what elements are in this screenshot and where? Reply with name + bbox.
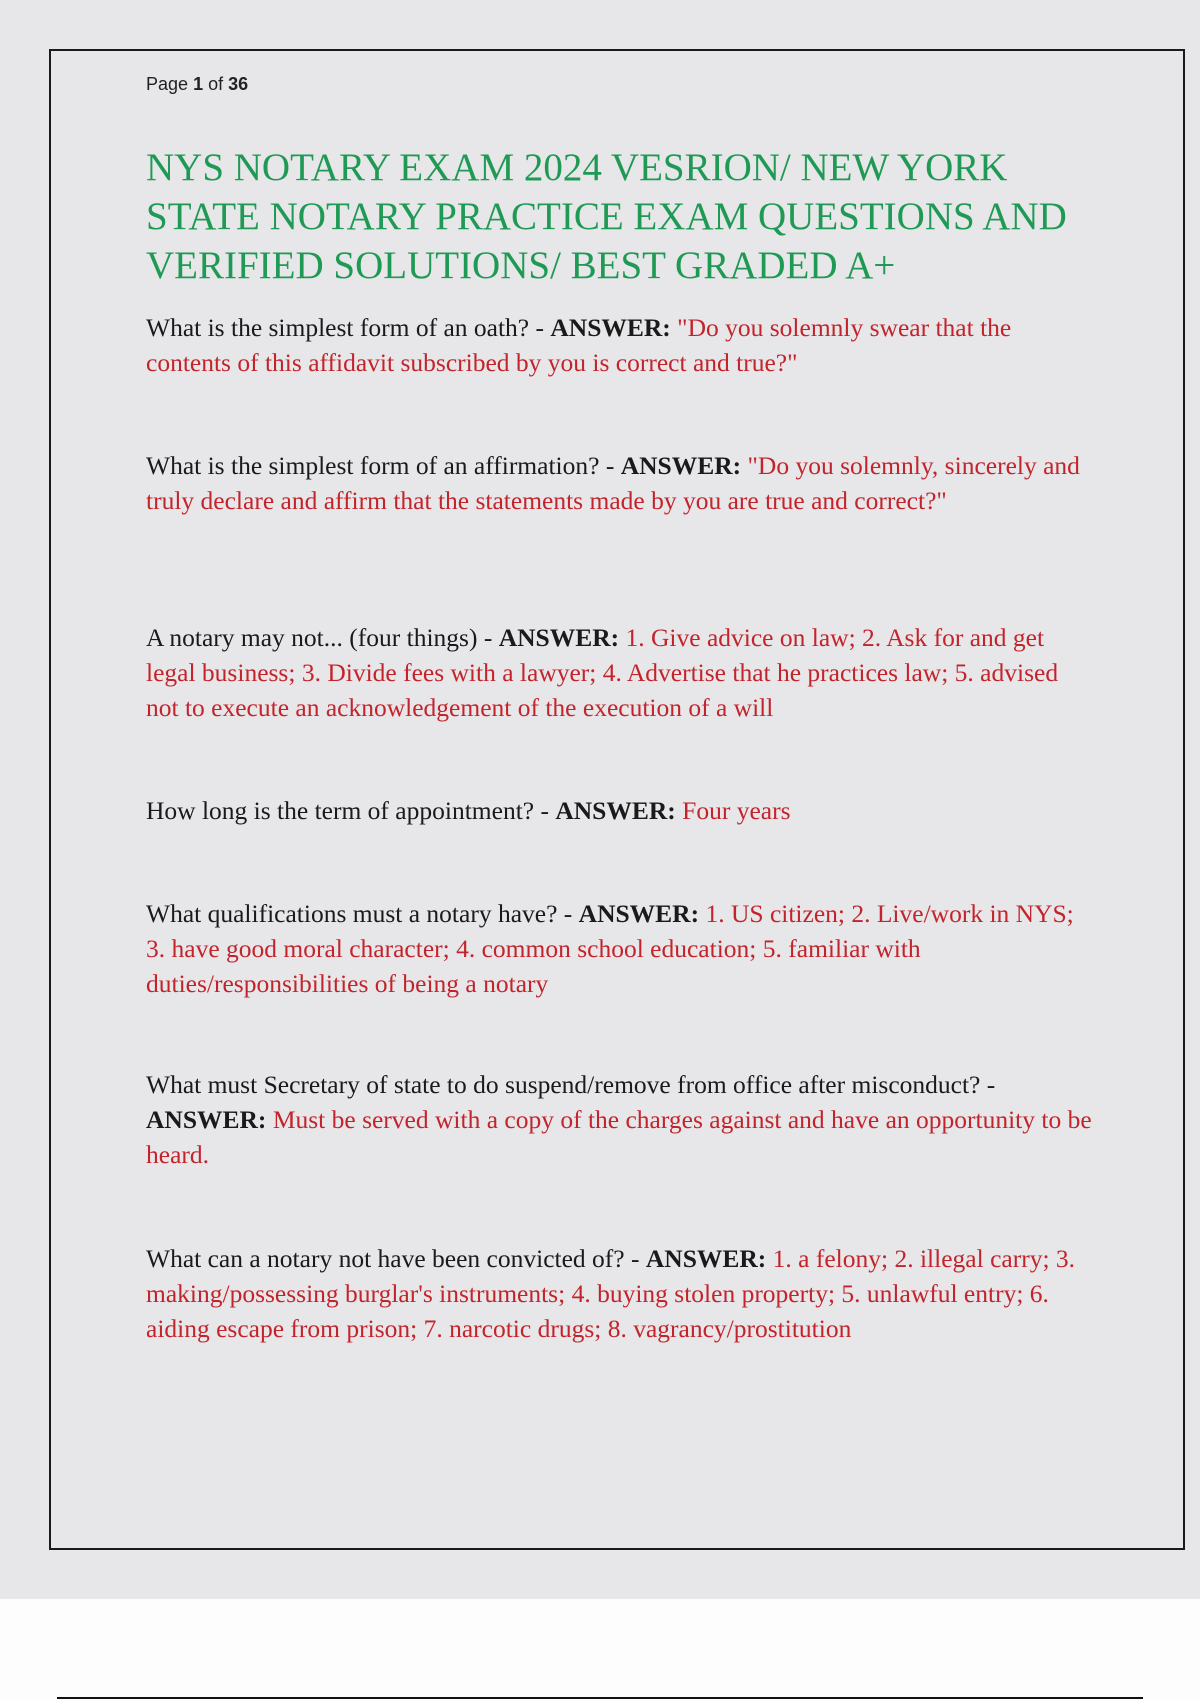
qa-item xyxy=(146,793,1096,828)
answer: Four years xyxy=(682,796,791,825)
answer-label: ANSWER: xyxy=(620,451,742,480)
question: A notary may not... (four things) - xyxy=(146,623,499,652)
answer-label: ANSWER: xyxy=(146,1105,267,1134)
qa-item xyxy=(146,620,1096,725)
page-label: Page xyxy=(146,74,189,94)
qa-item xyxy=(146,1067,1096,1172)
question: What can a notary not have been convicted of? - xyxy=(146,1244,646,1273)
answer: 1. a felony; 2. illegal carry; 3. making/possessing burglar's instruments; 4. buying stolen property; 5. unlawful entry; 6. aiding escape from prison; 7. narcotic drugs; 8. vagrancy/prostitution xyxy=(146,1244,1076,1343)
qa-item xyxy=(146,896,1096,1001)
qa-item xyxy=(146,448,1096,518)
question: How long is the term of appointment? - xyxy=(146,796,556,825)
qa-item xyxy=(146,1241,1096,1346)
page-number xyxy=(146,74,248,95)
answer-label: ANSWER: xyxy=(645,1244,767,1273)
answer-label: ANSWER: xyxy=(555,796,676,825)
answer: Must be served with a copy of the charges against and have an opportunity to be heard. xyxy=(146,1105,1092,1169)
answer-label: ANSWER: xyxy=(550,313,671,342)
next-page-border xyxy=(57,1697,1143,1699)
answer: 1. US citizen; 2. Live/work in NYS; 3. have good moral character; 4. common school education; 5. familiar with duties/responsibilities of being a notary xyxy=(146,899,1074,998)
answer-label: ANSWER: xyxy=(498,623,620,652)
question: What must Secretary of state to do suspend/remove from office after misconduct? - xyxy=(146,1070,996,1099)
question: What is the simplest form of an affirmation? - xyxy=(146,451,621,480)
answer-label: ANSWER: xyxy=(578,899,700,928)
page-of: of xyxy=(208,74,224,94)
document-title: NYS NOTARY EXAM 2024 VESRION/ NEW YORK STATE NOTARY PRACTICE EXAM QUESTIONS AND VERIFIED SOLUTIONS/ BEST GRADED A+ xyxy=(146,146,1067,287)
answer: 1. Give advice on law; 2. Ask for and get legal business; 3. Divide fees with a lawyer; 4. Advertise that he practices law; 5. advised not to execute an acknowledgement of the execution of a will xyxy=(146,623,1059,722)
page-total: 36 xyxy=(228,74,249,94)
question: What is the simplest form of an oath? - xyxy=(146,313,551,342)
qa-item xyxy=(146,310,1096,380)
answer: "Do you solemnly swear that the contents of this affidavit subscribed by you is correct and true?" xyxy=(146,313,1012,377)
page-current: 1 xyxy=(193,74,204,94)
question: What qualifications must a notary have? - xyxy=(146,899,579,928)
answer: "Do you solemnly, sincerely and truly declare and affirm that the statements made by you are true and correct?" xyxy=(146,451,1080,515)
